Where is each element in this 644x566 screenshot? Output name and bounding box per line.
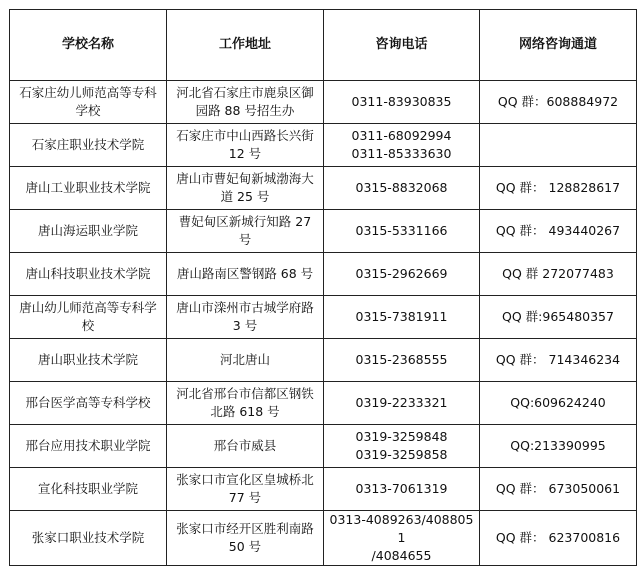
table-row <box>10 124 637 167</box>
header-school-name: 学校名称 <box>10 10 167 81</box>
phone-number: 0319-3259858 <box>355 447 448 462</box>
cell-work-address: 唐山市滦州市古城学府路 3 号 <box>167 296 324 339</box>
header-work-address: 工作地址 <box>167 10 324 81</box>
cell-work-address: 张家口市经开区胜利南路 50 号 <box>167 511 324 566</box>
consultation-table-container <box>9 9 637 566</box>
phone-number: 0313-7061319 <box>355 481 448 496</box>
cell-phone <box>324 253 480 296</box>
cell-work-address: 邢台市威县 <box>167 425 324 468</box>
header-phone: 咨询电话 <box>324 10 480 81</box>
cell-phone <box>324 81 480 124</box>
cell-online-channel: QQ 群：608884972 <box>480 81 637 124</box>
table-row <box>10 382 637 425</box>
phone-number: 0313-4089263/4088051 <box>329 512 474 545</box>
cell-work-address: 张家口市宣化区皇城桥北 77 号 <box>167 468 324 511</box>
cell-phone <box>324 382 480 425</box>
cell-school-name: 唐山幼儿师范高等专科学校 <box>10 296 167 339</box>
cell-work-address: 河北省邢台市信都区钢铁北路 618 号 <box>167 382 324 425</box>
consultation-table <box>9 9 637 566</box>
table-row <box>10 511 637 566</box>
phone-number: 0311-83930835 <box>351 94 452 109</box>
cell-work-address: 河北省石家庄市鹿泉区御园路 88 号招生办 <box>167 81 324 124</box>
cell-school-name: 唐山工业职业技术学院 <box>10 167 167 210</box>
cell-work-address: 唐山市曹妃甸新城渤海大道 25 号 <box>167 167 324 210</box>
cell-school-name: 石家庄幼儿师范高等专科学校 <box>10 81 167 124</box>
cell-school-name: 宣化科技职业学院 <box>10 468 167 511</box>
table-header-row <box>10 10 637 81</box>
cell-phone <box>324 167 480 210</box>
cell-school-name: 张家口职业技术学院 <box>10 511 167 566</box>
phone-number: 0311-85333630 <box>351 146 452 161</box>
phone-number: /4084655 <box>371 548 432 563</box>
cell-school-name: 石家庄职业技术学院 <box>10 124 167 167</box>
cell-online-channel: QQ:213390995 <box>480 425 637 468</box>
cell-work-address: 唐山路南区警钢路 68 号 <box>167 253 324 296</box>
table-row <box>10 468 637 511</box>
cell-school-name: 邢台医学高等专科学校 <box>10 382 167 425</box>
cell-phone <box>324 511 480 566</box>
cell-online-channel: QQ 群 272077483 <box>480 253 637 296</box>
table-row <box>10 425 637 468</box>
phone-number: 0315-2368555 <box>355 352 448 367</box>
cell-phone <box>324 339 480 382</box>
table-row <box>10 253 637 296</box>
phone-number: 0311-68092994 <box>351 128 452 143</box>
header-online-channel: 网络咨询通道 <box>480 10 637 81</box>
cell-phone <box>324 468 480 511</box>
phone-number: 0315-7381911 <box>355 309 448 324</box>
phone-number: 0319-3259848 <box>355 429 448 444</box>
cell-school-name: 邢台应用技术职业学院 <box>10 425 167 468</box>
phone-number: 0319-2233321 <box>355 395 448 410</box>
table-row <box>10 296 637 339</box>
table-row <box>10 339 637 382</box>
cell-school-name: 唐山职业技术学院 <box>10 339 167 382</box>
table-row <box>10 167 637 210</box>
cell-phone <box>324 124 480 167</box>
cell-online-channel <box>480 124 637 167</box>
cell-work-address: 河北唐山 <box>167 339 324 382</box>
table-row <box>10 81 637 124</box>
table-body <box>10 81 637 566</box>
phone-number: 0315-8832068 <box>355 180 448 195</box>
cell-online-channel: QQ 群： 493440267 <box>480 210 637 253</box>
cell-online-channel: QQ 群： 714346234 <box>480 339 637 382</box>
cell-online-channel: QQ:609624240 <box>480 382 637 425</box>
phone-number: 0315-5331166 <box>355 223 448 238</box>
cell-online-channel: QQ 群： 623700816 <box>480 511 637 566</box>
cell-school-name: 唐山海运职业学院 <box>10 210 167 253</box>
cell-school-name: 唐山科技职业技术学院 <box>10 253 167 296</box>
cell-work-address: 曹妃甸区新城行知路 27 号 <box>167 210 324 253</box>
cell-phone <box>324 425 480 468</box>
table-row <box>10 210 637 253</box>
cell-online-channel: QQ 群： 673050061 <box>480 468 637 511</box>
cell-phone <box>324 296 480 339</box>
cell-online-channel: QQ 群： 128828617 <box>480 167 637 210</box>
cell-online-channel: QQ 群:965480357 <box>480 296 637 339</box>
cell-phone <box>324 210 480 253</box>
cell-work-address: 石家庄市中山西路长兴街 12 号 <box>167 124 324 167</box>
phone-number: 0315-2962669 <box>355 266 448 281</box>
